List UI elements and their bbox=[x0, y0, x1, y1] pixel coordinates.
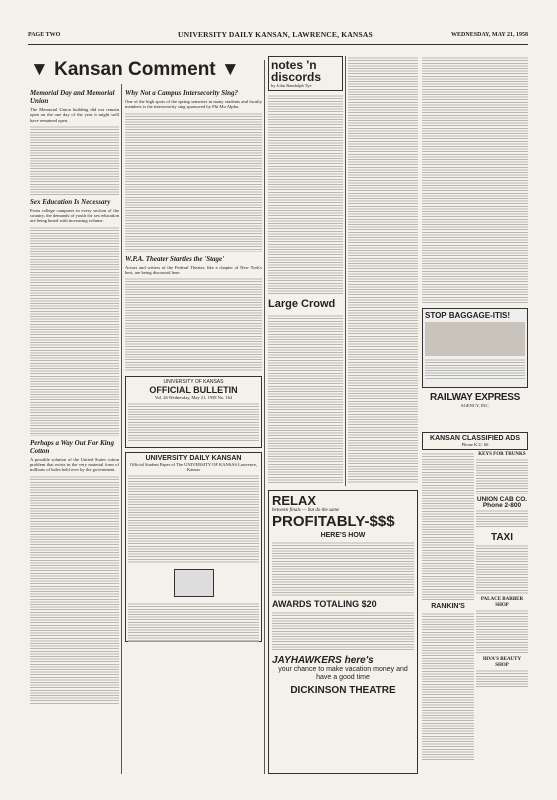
train-illustration bbox=[425, 322, 525, 356]
paper-masthead-box: UNIVERSITY DAILY KANSAN Official Student Paper of The UNIVERSITY OF KANSAS Lawrence, Kansas bbox=[125, 452, 262, 642]
issue-date: WEDNESDAY, MAY 21, 1958 bbox=[451, 32, 528, 38]
masthead-rule bbox=[28, 44, 528, 45]
railway-express-ad bbox=[422, 308, 528, 388]
para-sing: One of the high spots of the spring semester in many students and faculty members is the intersorority sing sponsored by Phi Mu Alpha. bbox=[125, 99, 262, 110]
column-one bbox=[30, 86, 119, 776]
headline-wpa: W.P.A. Theater Startles the 'Stage' bbox=[125, 254, 225, 263]
headline-memorial: Memorial Day and Memorial Union bbox=[30, 89, 115, 105]
headline-cotton: Perhaps a Way Out For King Cotton bbox=[30, 438, 114, 455]
masthead bbox=[28, 30, 528, 42]
stop-baggage-title: STOP BAGGAGE-ITIS! bbox=[425, 311, 511, 320]
jayhawkers-headline: JAYHAWKERS here's bbox=[272, 655, 374, 666]
classified-section bbox=[422, 432, 528, 774]
column-two bbox=[125, 86, 262, 776]
para-cotton: A possible solution of the United States cotton problem that exists in the very material form of millions of bales held over by the government. bbox=[30, 456, 119, 473]
text-block bbox=[30, 226, 119, 436]
irva-beauty-ad: IRVA'S BEAUTY SHOP bbox=[482, 657, 522, 668]
taxi-ad: TAXI bbox=[490, 532, 514, 543]
column-rule bbox=[121, 84, 122, 774]
keys-ad: KEYS FOR TRUNKS bbox=[478, 452, 526, 457]
bulletin-title: OFFICIAL BULLETIN bbox=[149, 385, 238, 396]
rankins-ad: RANKIN'S bbox=[431, 603, 465, 610]
paper-title: UNIVERSITY DAILY KANSAN, LAWRENCE, KANSAS bbox=[178, 30, 373, 39]
official-bulletin: UNIVERSITY OF KANSAS OFFICIAL BULLETIN Vol. 26 Wednesday, May 21, 1958 No. 164 bbox=[125, 376, 262, 448]
headline-crowd: Large Crowd bbox=[268, 298, 336, 310]
text-block bbox=[30, 125, 119, 195]
palace-barber-ad: PALACE BARBER SHOP bbox=[480, 597, 524, 608]
dickinson-name: DICKINSON THEATRE bbox=[290, 685, 396, 696]
classified-col-left bbox=[422, 452, 474, 762]
text-block bbox=[348, 56, 418, 484]
para-sex-ed: From college campuses in every section of the country, the demands of youth for sex education are being heard with increasing volume. bbox=[30, 207, 119, 224]
column-four bbox=[348, 56, 418, 486]
paper-masthead-title: UNIVERSITY DAILY KANSAN bbox=[145, 455, 242, 463]
text-block bbox=[422, 56, 528, 304]
text-block bbox=[268, 314, 343, 484]
headline-sex-ed: Sex Education Is Necessary bbox=[30, 197, 111, 206]
comment-header bbox=[30, 60, 262, 82]
column-three bbox=[268, 56, 343, 486]
dickinson-ad: RELAX between finals — but do the same PROFITABLY-$$$ HERE'S HOW AWARDS TOTALING $20 JAYHAWKERS here's your chance to make vacation money and have a good time DICKINSON THEATRE bbox=[268, 490, 418, 774]
member-emblem bbox=[174, 569, 214, 597]
notes-byline: by John Randolph Tye bbox=[271, 83, 312, 88]
notes-title: notes 'n discords bbox=[271, 58, 322, 84]
awards-headline: AWARDS TOTALING $20 bbox=[272, 599, 377, 609]
text-block bbox=[125, 112, 262, 252]
union-cab-ad: UNION CAB CO. bbox=[476, 496, 528, 503]
column-rule bbox=[264, 60, 265, 774]
classified-header: KANSAN CLASSIFIED ADS Phone K.U. 66 bbox=[422, 432, 528, 450]
comment-title: ▼ Kansan Comment ▼ bbox=[30, 60, 240, 80]
para-wpa: Actors and writers of the Federal Theater, like a chapter of New York's best, are being discussed here. bbox=[125, 264, 262, 275]
column-five bbox=[422, 56, 528, 306]
headline-sing: Why Not a Campus Intersecority Sing? bbox=[125, 89, 238, 97]
text-block bbox=[30, 475, 119, 705]
para-memorial: The Memorial Union building did not remain open on the one day of the year it might well have remained open. bbox=[30, 107, 119, 123]
page-number: PAGE TWO bbox=[28, 32, 61, 38]
notes-header bbox=[268, 56, 343, 91]
relax-headline: RELAX bbox=[272, 493, 317, 508]
text-block bbox=[268, 94, 343, 294]
text-block bbox=[125, 277, 262, 372]
column-rule bbox=[345, 56, 346, 486]
ree-logo: RAILWAY EXPRESS AGENCY, INC. bbox=[430, 392, 520, 408]
profitably-headline: PROFITABLY-$$$ bbox=[272, 513, 395, 530]
classified-col-right: KEYS FOR TRUNKS UNION CAB CO. Phone 2-800 TAXI PALACE BARBER SHOP IRVA'S BEAUTY SHOP bbox=[476, 452, 528, 762]
